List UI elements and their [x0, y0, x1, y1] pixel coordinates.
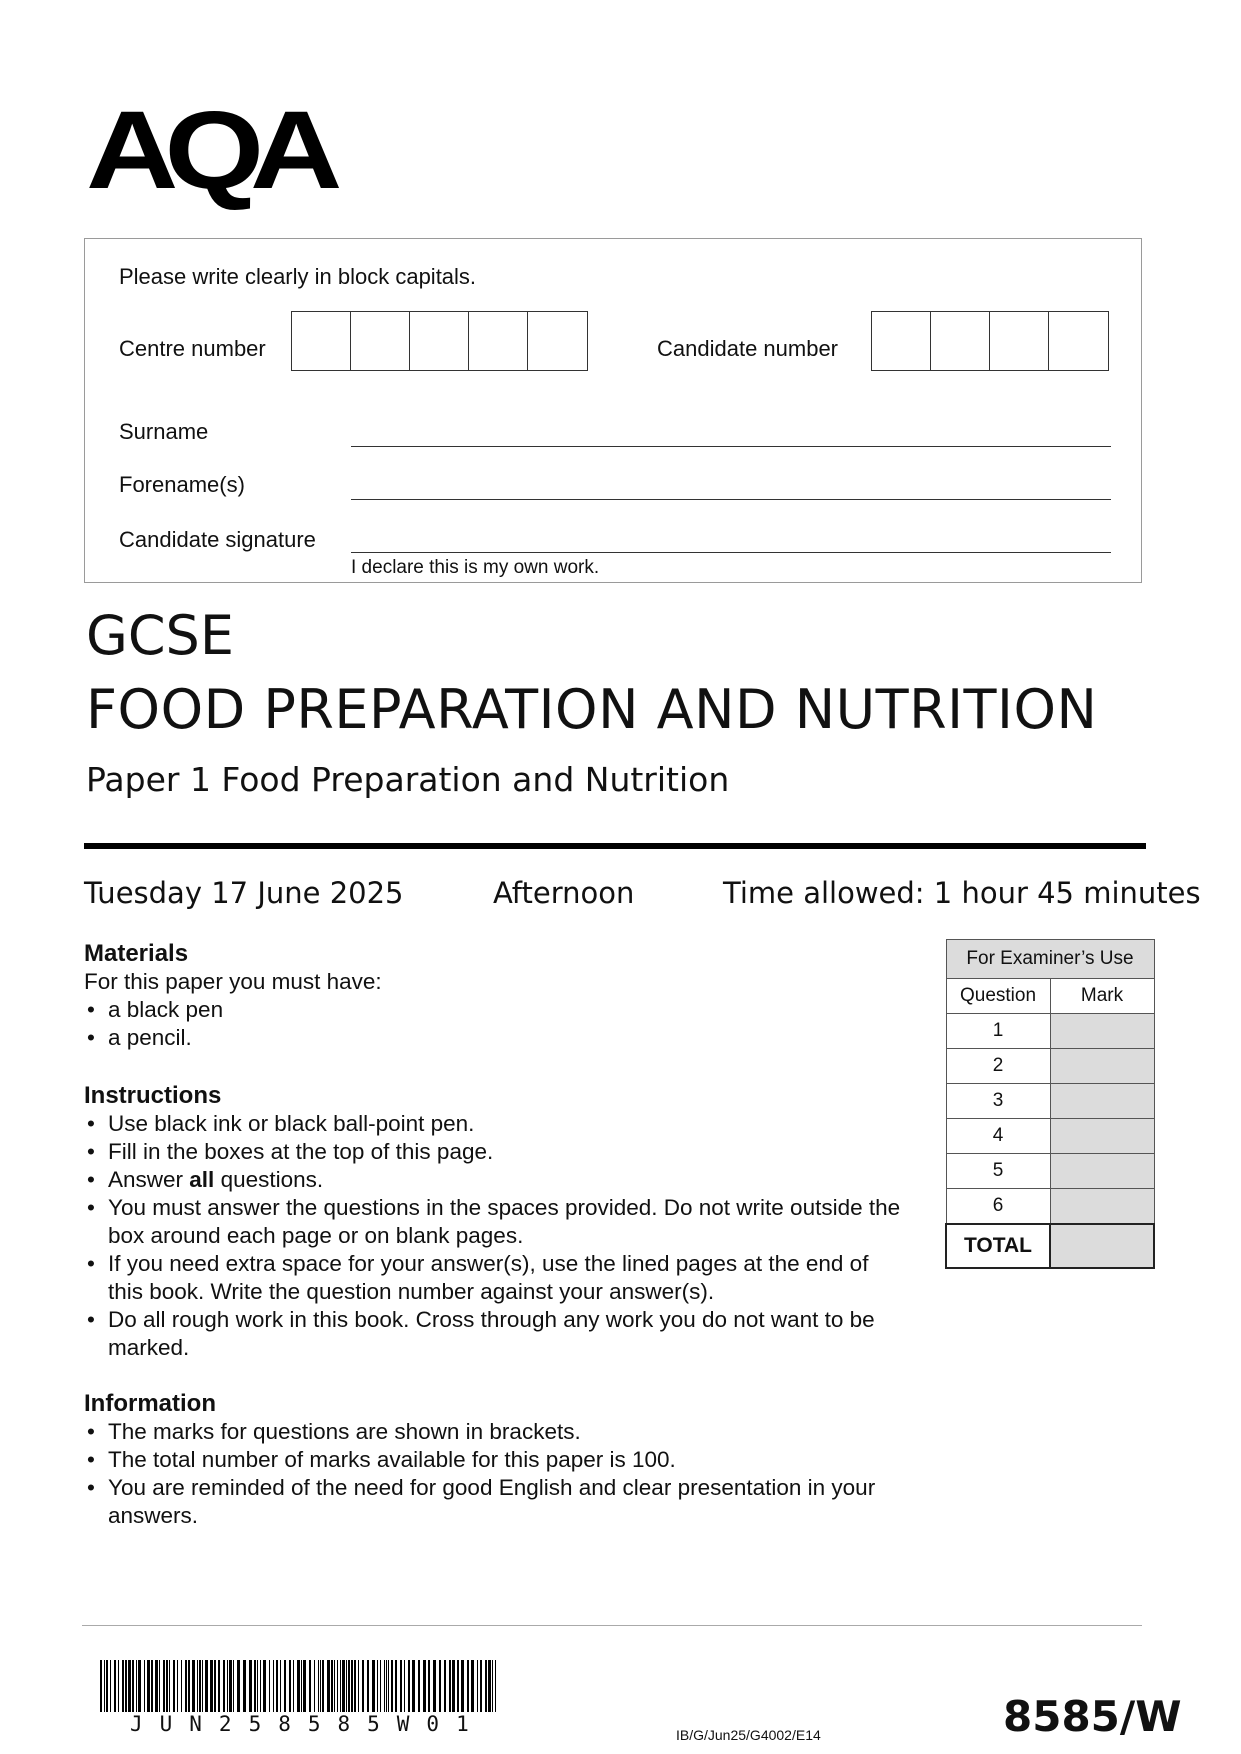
- barcode-bar: [320, 1660, 321, 1712]
- barcode-bar: [122, 1660, 124, 1712]
- barcode-bar: [181, 1660, 182, 1712]
- materials-item: • a black pen: [84, 996, 904, 1024]
- information-item: • The marks for questions are shown in brackets.: [84, 1418, 924, 1446]
- forename-label: Forename(s): [119, 472, 245, 497]
- barcode-bar: [351, 1660, 353, 1712]
- barcode-bar: [346, 1660, 347, 1712]
- barcode-bar: [340, 1660, 341, 1712]
- question-number: 1: [946, 1014, 1050, 1049]
- centre-number-digit-box[interactable]: [351, 312, 410, 370]
- instruction-item: • You must answer the questions in the spaces provided. Do not write outside the box around each page or on blank pages.: [84, 1194, 908, 1250]
- question-column-header: Question: [946, 979, 1050, 1014]
- instruction-item-answer-all: • Answer all questions.: [84, 1166, 924, 1194]
- barcode-bar: [118, 1660, 119, 1712]
- barcode-bar: [273, 1660, 274, 1712]
- barcode-bar: [327, 1660, 330, 1712]
- information-section: [84, 1390, 924, 1530]
- centre-number-boxes: [291, 311, 588, 371]
- barcode-bar: [173, 1660, 175, 1712]
- barcode-bar: [147, 1660, 150, 1712]
- surname-line[interactable]: [351, 446, 1111, 447]
- barcode-bar: [433, 1660, 436, 1712]
- barcode-bar: [223, 1660, 225, 1712]
- instruction-item: • If you need extra space for your answer(s), use the lined pages at the end of this book. Write the question number against your answer(s).: [84, 1250, 908, 1306]
- barcode-bar: [395, 1660, 397, 1712]
- candidate-details-box: [84, 238, 1142, 583]
- barcode-bar: [400, 1660, 402, 1712]
- question-number: 5: [946, 1154, 1050, 1189]
- barcode-bar: [280, 1660, 281, 1712]
- barcode-bar: [192, 1660, 195, 1712]
- barcode-bar: [144, 1660, 145, 1712]
- barcode-bar: [293, 1660, 294, 1712]
- aqa-logo: AQA: [86, 89, 329, 213]
- centre-number-digit-box[interactable]: [528, 312, 587, 370]
- barcode-bar: [488, 1660, 491, 1712]
- barcode-bar: [125, 1660, 127, 1712]
- barcode-bar: [367, 1660, 369, 1712]
- barcode-bar: [322, 1660, 324, 1712]
- barcode-bar: [377, 1660, 378, 1712]
- barcode-bar: [227, 1660, 228, 1712]
- barcode-bar: [257, 1660, 258, 1712]
- title-rule: [84, 843, 1146, 849]
- barcode-bar: [386, 1660, 387, 1712]
- examiners-use-title: For Examiner’s Use: [946, 940, 1154, 979]
- block-capitals-instruction: Please write clearly in block capitals.: [119, 264, 477, 289]
- barcode-bar: [289, 1660, 291, 1712]
- barcode-bar: [342, 1660, 345, 1712]
- barcode-bar: [354, 1660, 356, 1712]
- barcode-bar: [106, 1660, 108, 1712]
- materials-heading: Materials: [84, 940, 189, 967]
- exam-date: Tuesday 17 June 2025: [84, 876, 404, 910]
- materials-intro: For this paper you must have:: [84, 969, 382, 994]
- barcode-bar: [237, 1660, 240, 1712]
- subject-title: FOOD PREPARATION AND NUTRITION: [86, 678, 1098, 741]
- barcode-bar: [100, 1660, 102, 1712]
- candidate-number-digit-box[interactable]: [1049, 312, 1108, 370]
- mark-cell: [1050, 1049, 1154, 1084]
- barcode-bar: [423, 1660, 426, 1712]
- barcode-bar: [210, 1660, 213, 1712]
- footer-rule: [82, 1625, 1142, 1626]
- barcode-text: JUN258585W01: [130, 1712, 486, 1736]
- barcode-bar: [348, 1660, 350, 1712]
- qualification-level: GCSE: [86, 604, 234, 667]
- barcode-bar: [428, 1660, 430, 1712]
- barcode-bar: [449, 1660, 451, 1712]
- instruction-item: • Fill in the boxes at the top of this page.: [84, 1138, 924, 1166]
- information-list: [84, 1418, 924, 1530]
- materials-section: [84, 940, 904, 1052]
- barcode-bar: [380, 1660, 381, 1712]
- time-allowed: Time allowed: 1 hour 45 minutes: [723, 876, 1201, 910]
- barcode-bar: [114, 1660, 116, 1712]
- barcode-bar: [214, 1660, 216, 1712]
- barcode-bar: [412, 1660, 415, 1712]
- barcode-bar: [439, 1660, 441, 1712]
- barcode-bar: [155, 1660, 158, 1712]
- total-mark-cell: [1050, 1224, 1154, 1268]
- centre-number-label: Centre number: [119, 336, 266, 361]
- barcode-bar: [485, 1660, 487, 1712]
- barcode-bar: [205, 1660, 208, 1712]
- signature-line[interactable]: [351, 552, 1111, 553]
- materials-list: [84, 996, 904, 1052]
- barcode-bar: [136, 1660, 137, 1712]
- information-heading: Information: [84, 1390, 216, 1417]
- candidate-number-digit-box[interactable]: [931, 312, 990, 370]
- barcode-bar: [199, 1660, 201, 1712]
- barcode-bar: [358, 1660, 359, 1712]
- barcode-bar: [480, 1660, 482, 1712]
- barcode-bar: [151, 1660, 153, 1712]
- barcode: [100, 1660, 500, 1712]
- barcode-bar: [263, 1660, 266, 1712]
- mark-cell: [1050, 1014, 1154, 1049]
- candidate-number-digit-box[interactable]: [990, 312, 1049, 370]
- surname-label: Surname: [119, 419, 209, 444]
- centre-number-digit-box[interactable]: [292, 312, 351, 370]
- barcode-bar: [166, 1660, 168, 1712]
- materials-item: • a pencil.: [84, 1024, 904, 1052]
- centre-number-digit-box[interactable]: [410, 312, 469, 370]
- barcode-bar: [362, 1660, 364, 1712]
- centre-number-digit-box[interactable]: [469, 312, 528, 370]
- barcode-bar: [163, 1660, 165, 1712]
- barcode-bar: [391, 1660, 393, 1712]
- mark-cell: [1050, 1119, 1154, 1154]
- barcode-bar: [297, 1660, 300, 1712]
- barcode-bar: [260, 1660, 261, 1712]
- barcode-bar: [467, 1660, 469, 1712]
- barcode-bar: [461, 1660, 464, 1712]
- barcode-bar: [276, 1660, 278, 1712]
- question-number: 2: [946, 1049, 1050, 1084]
- barcode-bar: [138, 1660, 141, 1712]
- barcode-bar: [249, 1660, 252, 1712]
- barcode-bar: [197, 1660, 198, 1712]
- barcode-bar: [284, 1660, 286, 1712]
- mark-cell: [1050, 1084, 1154, 1119]
- barcode-bar: [233, 1660, 234, 1712]
- information-item: • You are reminded of the need for good English and clear presentation in your answers.: [84, 1474, 918, 1530]
- signature-label: Candidate signature: [119, 527, 316, 552]
- instruction-item: • Use black ink or black ball-point pen.: [84, 1110, 924, 1138]
- forename-line[interactable]: [351, 499, 1111, 500]
- barcode-bar: [388, 1660, 389, 1712]
- information-item: • The total number of marks available for this paper is 100.: [84, 1446, 924, 1474]
- barcode-bar: [457, 1660, 459, 1712]
- examiners-use-table: [945, 939, 1155, 1269]
- barcode-bar: [269, 1660, 270, 1712]
- barcode-bar: [495, 1660, 496, 1712]
- barcode-bar: [243, 1660, 246, 1712]
- instructions-heading: Instructions: [84, 1082, 222, 1109]
- barcode-bar: [492, 1660, 493, 1712]
- candidate-number-label: Candidate number: [657, 336, 839, 361]
- barcode-bar: [331, 1660, 333, 1712]
- barcode-bar: [188, 1660, 190, 1712]
- mark-cell: [1050, 1154, 1154, 1189]
- mark-column-header: Mark: [1050, 979, 1154, 1014]
- barcode-bar: [372, 1660, 375, 1712]
- barcode-bar: [169, 1660, 170, 1712]
- barcode-bar: [229, 1660, 232, 1712]
- barcode-bar: [334, 1660, 335, 1712]
- instruction-item: • Do all rough work in this book. Cross through any work you do not want to be marked.: [84, 1306, 888, 1362]
- barcode-bar: [314, 1660, 315, 1712]
- barcode-bar: [254, 1660, 256, 1712]
- barcode-bar: [418, 1660, 420, 1712]
- barcode-bar: [303, 1660, 306, 1712]
- barcode-bar: [132, 1660, 134, 1712]
- barcode-bar: [128, 1660, 131, 1712]
- barcode-bar: [452, 1660, 455, 1712]
- question-number: 4: [946, 1119, 1050, 1154]
- paper-title: Paper 1 Food Preparation and Nutrition: [86, 760, 730, 799]
- barcode-bar: [337, 1660, 338, 1712]
- barcode-bar: [159, 1660, 160, 1712]
- barcode-bar: [185, 1660, 187, 1712]
- barcode-bar: [384, 1660, 385, 1712]
- barcode-bar: [444, 1660, 446, 1712]
- declaration-text: I declare this is my own work.: [351, 557, 600, 578]
- paper-reference: IB/G/Jun25/G4002/E14: [676, 1727, 821, 1743]
- barcode-bar: [110, 1660, 111, 1712]
- candidate-number-boxes: [871, 311, 1109, 371]
- barcode-bar: [202, 1660, 203, 1712]
- mark-cell: [1050, 1189, 1154, 1225]
- instructions-section: [84, 1082, 924, 1362]
- paper-code: 8585/W: [1003, 1692, 1182, 1741]
- barcode-bar: [218, 1660, 220, 1712]
- exam-session: Afternoon: [493, 876, 635, 910]
- question-number: 3: [946, 1084, 1050, 1119]
- barcode-bar: [309, 1660, 311, 1712]
- barcode-bar: [404, 1660, 405, 1712]
- barcode-bar: [477, 1660, 478, 1712]
- question-number: 6: [946, 1189, 1050, 1225]
- barcode-bar: [177, 1660, 178, 1712]
- barcode-bar: [301, 1660, 302, 1712]
- instructions-list: [84, 1110, 924, 1362]
- barcode-bar: [104, 1660, 105, 1712]
- barcode-bar: [471, 1660, 474, 1712]
- total-label: TOTAL: [946, 1224, 1050, 1268]
- barcode-bar: [318, 1660, 319, 1712]
- barcode-bar: [408, 1660, 410, 1712]
- candidate-number-digit-box[interactable]: [872, 312, 931, 370]
